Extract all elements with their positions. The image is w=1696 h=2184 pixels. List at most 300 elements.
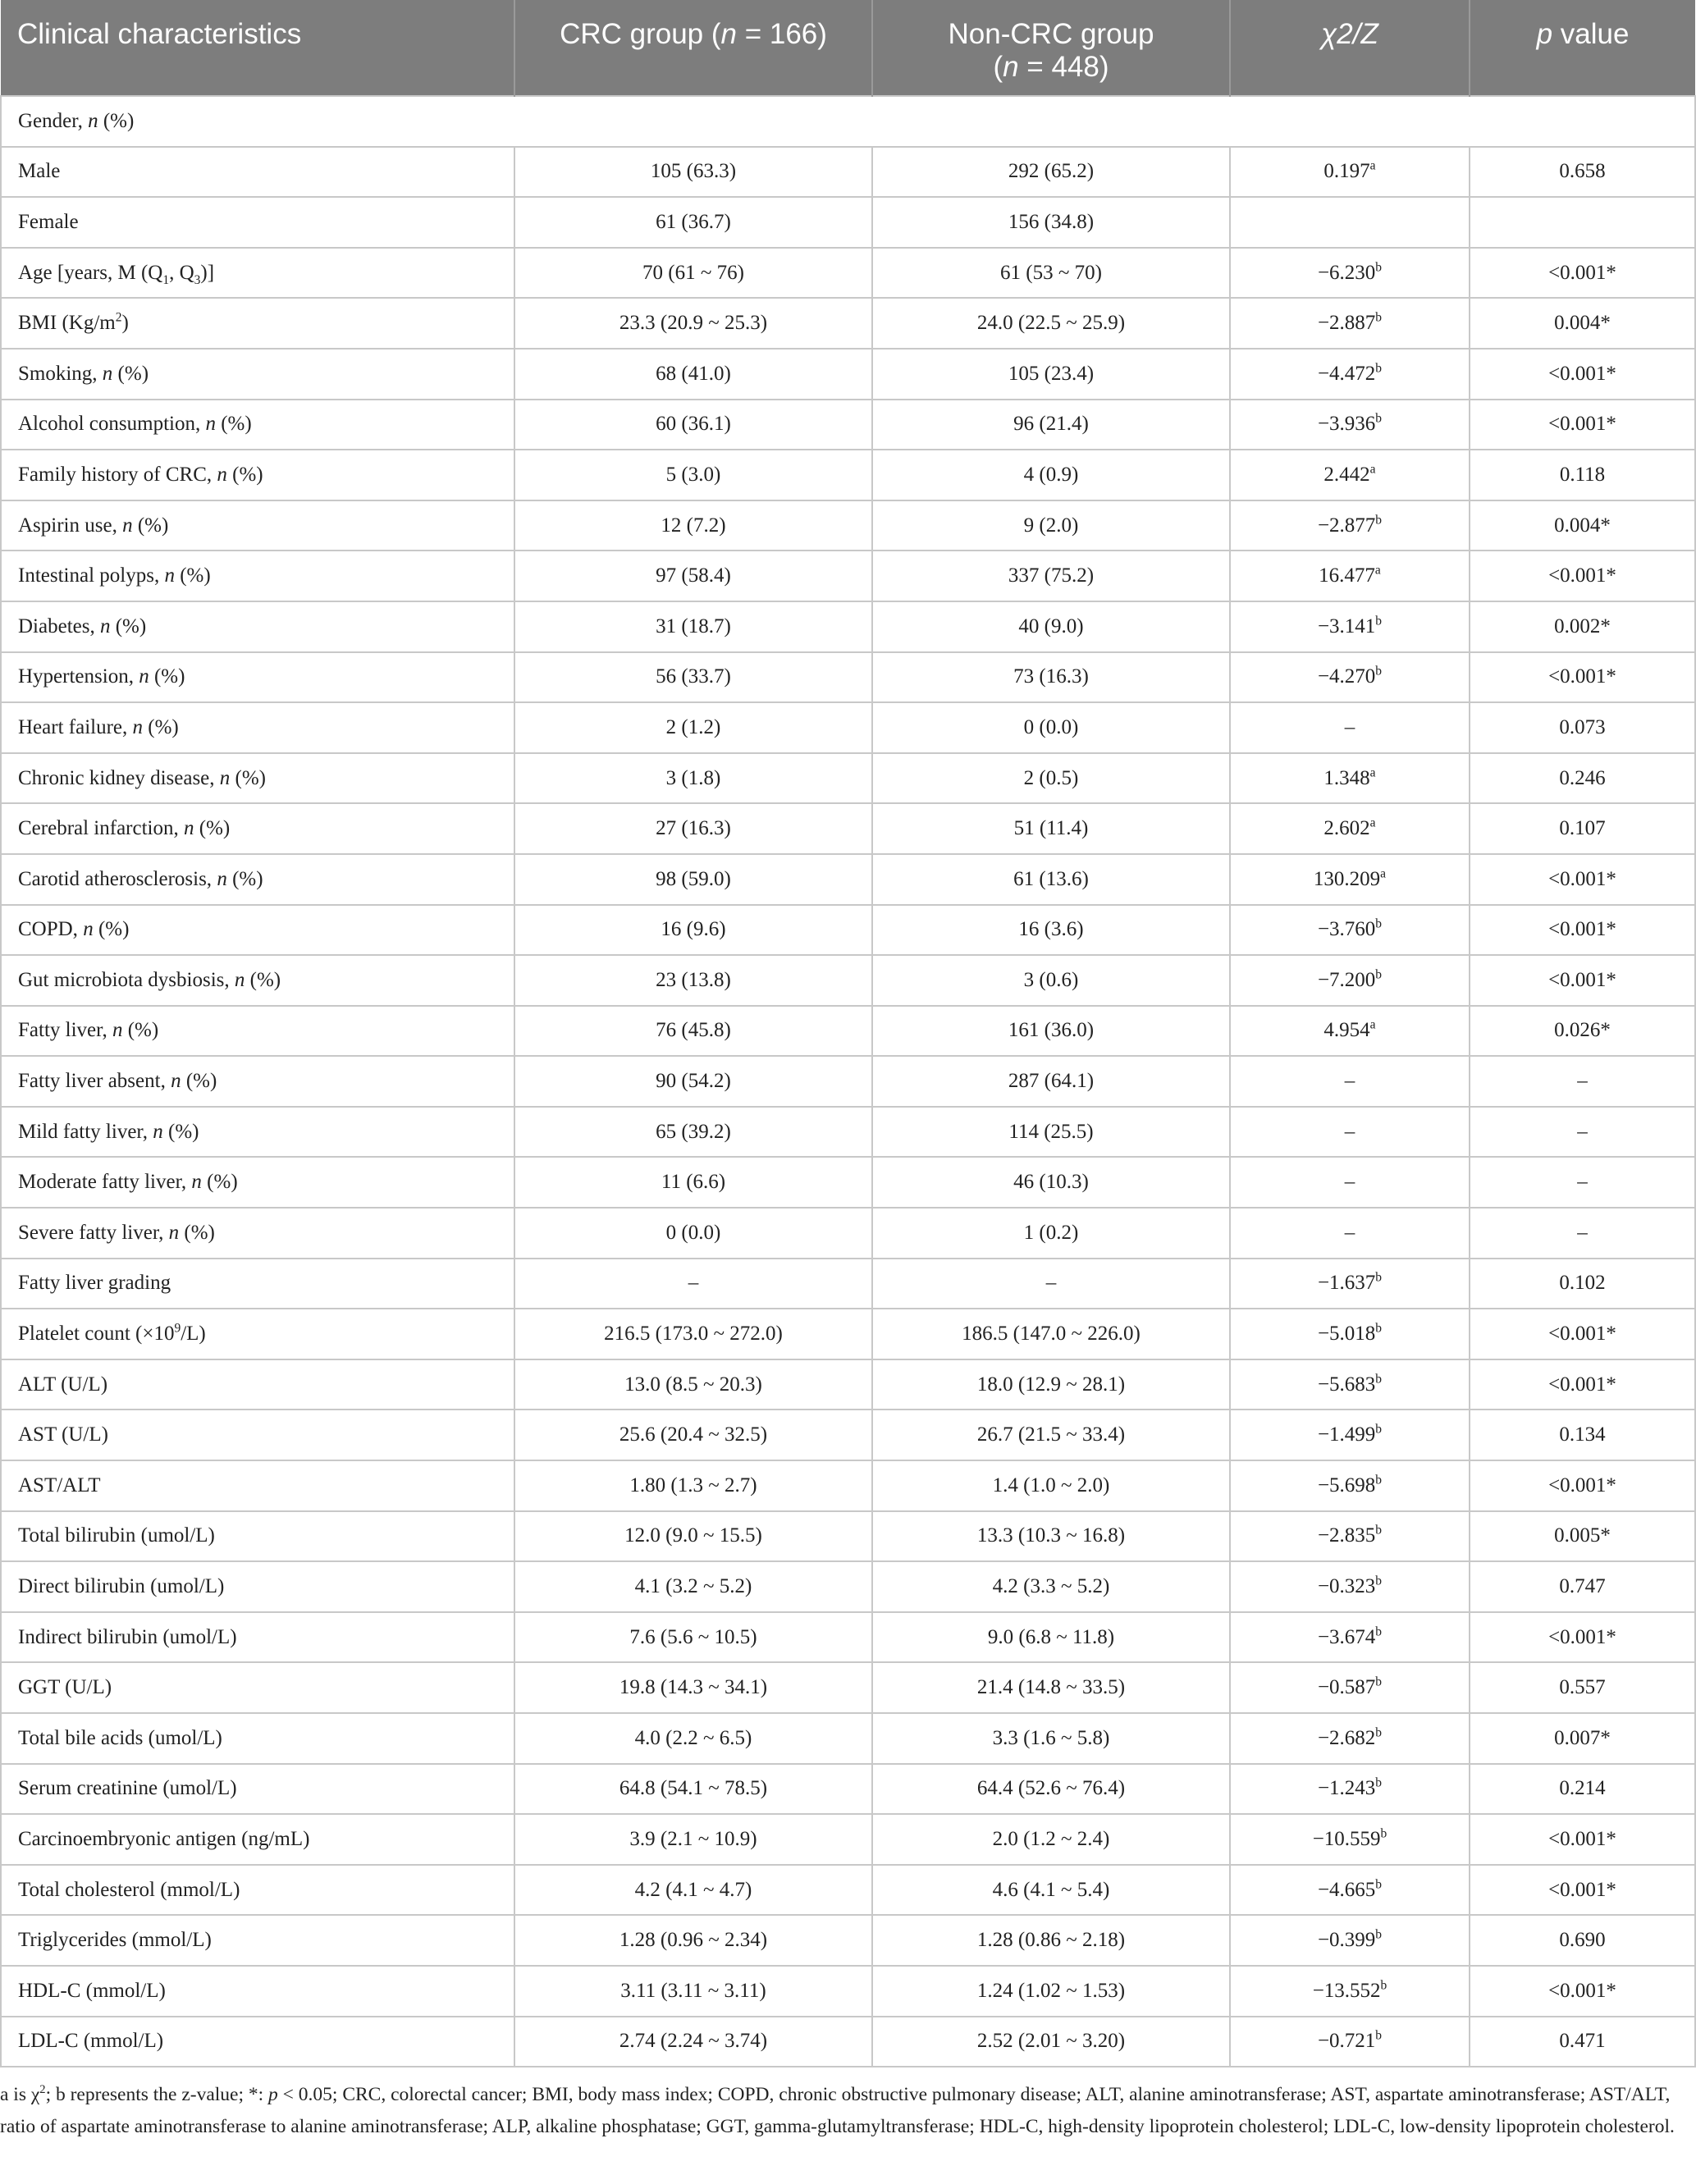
cell-statistic-value: −5.698 [1317,1474,1376,1496]
cell-statistic-footnote-mark: b [1375,1927,1383,1942]
cell-crc: 4.1 (3.2 ~ 5.2) [514,1561,872,1612]
cell-statistic [1230,1511,1470,1562]
row-label-text: Severe fatty liver, [18,1221,169,1244]
cell-statistic-value: −4.270 [1317,665,1376,688]
cell-noncrc: 61 (53 ~ 70) [872,248,1230,299]
cell-statistic [1230,1107,1470,1158]
row-label-superscript: 2 [115,310,122,325]
cell-statistic-value: −13.552 [1312,1979,1381,2002]
cell-noncrc: 1.4 (1.0 ~ 2.0) [872,1460,1230,1511]
footnote-chi-sup: 2 [39,2083,46,2097]
cell-p-value: 0.134 [1470,1410,1695,1460]
cell-statistic-value: −1.499 [1317,1423,1376,1446]
cell-statistic [1230,551,1470,601]
row-label-n: n [205,413,216,436]
cell-statistic-value: 1.348 [1323,766,1370,789]
row-label [1,298,514,349]
cell-statistic-footnote-mark: b [1375,260,1383,275]
cell-crc: 19.8 (14.3 ~ 34.1) [514,1662,872,1713]
cell-statistic-value: −0.721 [1317,2030,1376,2053]
row-label-pct: (%) [194,817,231,840]
cell-p-value: 0.073 [1470,702,1695,753]
cell-statistic [1230,1309,1470,1359]
row-label [1,1309,514,1359]
row-label-n: n [122,514,133,537]
cell-crc: 11 (6.6) [514,1157,872,1208]
table-row [1,197,1695,248]
cell-statistic-footnote-mark: b [1375,412,1383,427]
section-gender-text: Gender, [18,109,89,132]
row-label-n: n [153,1120,163,1143]
table-row [1,400,1695,450]
footnote-part2: ; b represents the z-value; *: [45,2084,269,2105]
cell-statistic [1230,1612,1470,1663]
cell-noncrc: 156 (34.8) [872,197,1230,248]
cell-crc: 12 (7.2) [514,500,872,551]
row-label-text: Serum creatinine (umol/L) [18,1777,237,1800]
cell-noncrc: 287 (64.1) [872,1056,1230,1107]
cell-statistic-value: −0.323 [1317,1575,1376,1598]
cell-statistic [1230,1814,1470,1865]
cell-statistic-footnote-mark: a [1369,1018,1376,1033]
cell-statistic-value: – [1344,1120,1355,1143]
table-row [1,1056,1695,1107]
cell-noncrc: 51 (11.4) [872,803,1230,854]
row-label-text: Moderate fatty liver, [18,1171,192,1194]
header-noncrc-group [872,0,1230,96]
cell-statistic-value: – [1344,1070,1355,1093]
row-label-n: n [217,463,227,486]
cell-statistic [1230,905,1470,956]
row-label [1,1460,514,1511]
cell-crc: 65 (39.2) [514,1107,872,1158]
cell-statistic [1230,1460,1470,1511]
cell-crc: 3.9 (2.1 ~ 10.9) [514,1814,872,1865]
cell-crc: 3 (1.8) [514,753,872,804]
cell-noncrc: 2.52 (2.01 ~ 3.20) [872,2017,1230,2067]
cell-noncrc: 3.3 (1.6 ~ 5.8) [872,1713,1230,1764]
row-label [1,955,514,1006]
footnote-part1: a is χ [0,2084,40,2105]
cell-p-value: – [1470,1157,1695,1208]
cell-p-value: 0.002* [1470,601,1695,652]
cell-statistic [1230,1966,1470,2017]
row-label [1,1612,514,1663]
cell-crc: 13.0 (8.5 ~ 20.3) [514,1359,872,1410]
cell-crc: 60 (36.1) [514,400,872,450]
cell-statistic-value: 4.954 [1323,1019,1370,1042]
cell-p-value: 0.118 [1470,450,1695,500]
cell-statistic-value: 16.477 [1319,564,1375,587]
row-label-text: Cerebral infarction, [18,817,184,840]
row-label-text: Total bile acids (umol/L) [18,1726,222,1749]
row-label [1,1208,514,1259]
cell-p-value: – [1470,1107,1695,1158]
row-label-text: Fatty liver, [18,1019,112,1042]
cell-noncrc: – [872,1259,1230,1309]
cell-noncrc: 24.0 (22.5 ~ 25.9) [872,298,1230,349]
row-label [1,450,514,500]
cell-statistic [1230,450,1470,500]
cell-statistic [1230,349,1470,400]
row-label [1,197,514,248]
row-label [1,1966,514,2017]
cell-statistic-footnote-mark: a [1380,866,1387,881]
cell-noncrc: 73 (16.3) [872,652,1230,703]
cell-statistic-footnote-mark: b [1375,967,1383,982]
cell-noncrc: 337 (75.2) [872,551,1230,601]
section-gender-label [1,96,1695,147]
cell-p-value: 0.107 [1470,803,1695,854]
cell-noncrc: 9.0 (6.8 ~ 11.8) [872,1612,1230,1663]
cell-crc: 25.6 (20.4 ~ 32.5) [514,1410,872,1460]
row-label-pct: (%) [181,1070,217,1093]
cell-p-value: <0.001* [1470,854,1695,905]
row-label [1,1814,514,1865]
table-row [1,2017,1695,2067]
row-label-pct: (%) [149,665,185,688]
row-label [1,248,514,299]
cell-statistic-value: 2.442 [1323,463,1370,486]
row-label-text: Direct bilirubin (umol/L) [18,1575,225,1598]
row-label [1,652,514,703]
cell-p-value: 0.747 [1470,1561,1695,1612]
row-label-pct: (%) [201,1171,238,1194]
cell-noncrc: 4.6 (4.1 ~ 5.4) [872,1865,1230,1916]
cell-crc: 31 (18.7) [514,601,872,652]
table-row [1,652,1695,703]
cell-p-value: <0.001* [1470,349,1695,400]
cell-statistic [1230,1764,1470,1815]
row-label [1,1157,514,1208]
cell-statistic-value: −3.141 [1317,615,1376,637]
table-row [1,248,1695,299]
row-label-subscript: 3 [194,272,201,287]
cell-statistic-footnote-mark: b [1375,614,1383,628]
cell-statistic-footnote-mark: a [1374,563,1381,578]
cell-p-value [1470,197,1695,248]
header-characteristics-text: Clinical characteristics [17,18,302,50]
row-label-text: Smoking, [18,362,103,385]
cell-statistic [1230,854,1470,905]
row-label [1,1915,514,1966]
cell-statistic-value: −1.243 [1317,1777,1376,1800]
table-row [1,1208,1695,1259]
table-header [1,0,1695,96]
cell-p-value: 0.005* [1470,1511,1695,1562]
row-label-text: Intestinal polyps, [18,564,165,587]
cell-statistic-value: – [1344,1221,1355,1244]
cell-statistic-footnote-mark: b [1375,1725,1383,1740]
cell-noncrc: 4.2 (3.3 ~ 5.2) [872,1561,1230,1612]
table-row [1,450,1695,500]
row-label [1,1662,514,1713]
cell-crc: 7.6 (5.6 ~ 10.5) [514,1612,872,1663]
row-label [1,1713,514,1764]
row-label-pct: (%) [112,362,149,385]
cell-p-value: <0.001* [1470,400,1695,450]
header-characteristics [1,0,514,96]
table-row [1,753,1695,804]
header-noncrc-n: n [1003,51,1019,83]
header-crc-group [514,0,872,96]
cell-statistic [1230,1713,1470,1764]
cell-crc: 90 (54.2) [514,1056,872,1107]
table-row [1,1865,1695,1916]
cell-crc: 0 (0.0) [514,1208,872,1259]
cell-statistic-footnote-mark: b [1375,916,1383,931]
row-label-text: Platelet count (×10 [18,1323,175,1346]
row-label [1,2017,514,2067]
cell-statistic-value: −2.835 [1317,1524,1376,1547]
cell-statistic [1230,753,1470,804]
cell-statistic [1230,955,1470,1006]
header-statistic [1230,0,1470,96]
table-row [1,803,1695,854]
table-row [1,702,1695,753]
cell-p-value: <0.001* [1470,1359,1695,1410]
cell-crc: 76 (45.8) [514,1006,872,1057]
cell-noncrc: 161 (36.0) [872,1006,1230,1057]
cell-p-value: <0.001* [1470,1612,1695,1663]
cell-p-value: <0.001* [1470,1309,1695,1359]
cell-p-value: 0.471 [1470,2017,1695,2067]
row-label-text: Total cholesterol (mmol/L) [18,1878,240,1901]
row-label-pct: (%) [122,1019,159,1042]
cell-crc: 12.0 (9.0 ~ 15.5) [514,1511,872,1562]
cell-noncrc: 1 (0.2) [872,1208,1230,1259]
row-label-pct: (%) [132,514,169,537]
table-row [1,1662,1695,1713]
row-label-text: HDL-C (mmol/L) [18,1979,166,2002]
cell-statistic-value: −0.399 [1317,1929,1376,1952]
row-label-pct: (%) [230,766,267,789]
cell-crc: 1.80 (1.3 ~ 2.7) [514,1460,872,1511]
cell-crc: 1.28 (0.96 ~ 2.34) [514,1915,872,1966]
cell-statistic-footnote-mark: b [1375,310,1383,325]
row-label-mid: , Q [169,261,194,284]
cell-statistic-footnote-mark: b [1375,361,1383,376]
header-p-value [1470,0,1695,96]
cell-statistic-value: −2.877 [1317,514,1376,537]
cell-noncrc: 0 (0.0) [872,702,1230,753]
cell-noncrc: 96 (21.4) [872,400,1230,450]
cell-noncrc: 2 (0.5) [872,753,1230,804]
row-label [1,1410,514,1460]
cell-statistic-value: – [1344,1171,1355,1194]
table-row [1,349,1695,400]
cell-statistic [1230,248,1470,299]
cell-p-value: 0.004* [1470,298,1695,349]
cell-statistic-value: −5.683 [1317,1373,1376,1396]
row-label-subscript: 1 [162,272,170,287]
section-gender-suffix: (%) [98,109,135,132]
cell-p-value: 0.007* [1470,1713,1695,1764]
cell-noncrc: 46 (10.3) [872,1157,1230,1208]
table-row [1,905,1695,956]
cell-statistic [1230,1915,1470,1966]
row-label [1,1359,514,1410]
row-label-pct: (%) [226,867,263,890]
cell-p-value: 0.026* [1470,1006,1695,1057]
cell-statistic [1230,400,1470,450]
row-label-n: n [112,1019,123,1042]
table-row [1,1107,1695,1158]
cell-crc: 56 (33.7) [514,652,872,703]
row-label-pct: (%) [143,715,179,738]
cell-statistic-value: −10.559 [1312,1827,1381,1850]
cell-statistic-value: −7.200 [1317,968,1376,991]
table-row [1,601,1695,652]
row-label [1,803,514,854]
row-label [1,1056,514,1107]
cell-statistic-value: −4.472 [1317,362,1376,385]
cell-p-value: <0.001* [1470,1460,1695,1511]
cell-statistic-value: 0.197 [1323,160,1370,183]
row-label-text: Carotid atherosclerosis, [18,867,217,890]
row-label-text: Age [years, M (Q [18,261,163,284]
cell-crc: 97 (58.4) [514,551,872,601]
cell-noncrc: 2.0 (1.2 ~ 2.4) [872,1814,1230,1865]
section-gender-n: n [88,109,98,132]
table-row [1,955,1695,1006]
cell-statistic-footnote-mark: b [1375,1776,1383,1791]
row-label-text: Indirect bilirubin (umol/L) [18,1625,237,1648]
row-label-text: COPD, [18,918,84,941]
cell-statistic-footnote-mark: b [1375,1321,1383,1336]
cell-statistic-footnote-mark: b [1375,1271,1383,1286]
row-label-text: ALT (U/L) [18,1373,108,1396]
row-label-text: Aspirin use, [18,514,123,537]
row-label [1,1107,514,1158]
row-label-text: Male [18,160,61,183]
row-label [1,400,514,450]
row-label-n: n [219,766,231,789]
header-noncrc-line1: Non-CRC group [948,18,1154,50]
row-label-n: n [83,918,94,941]
row-label-text: AST (U/L) [18,1423,108,1446]
cell-noncrc: 105 (23.4) [872,349,1230,400]
table-footnote [0,2079,1682,2143]
row-label [1,702,514,753]
row-label [1,601,514,652]
cell-statistic-footnote-mark: b [1375,1422,1383,1437]
row-label-text: Mild fatty liver, [18,1120,153,1143]
cell-p-value: – [1470,1056,1695,1107]
row-label-text: AST/ALT [18,1474,101,1496]
row-label-n: n [139,665,149,688]
row-label-end: )] [200,261,215,284]
cell-statistic [1230,500,1470,551]
cell-statistic-value: −3.760 [1317,918,1376,941]
cell-statistic-footnote-mark: b [1375,513,1383,528]
cell-statistic [1230,2017,1470,2067]
cell-noncrc: 9 (2.0) [872,500,1230,551]
row-label-end: ) [121,312,129,335]
row-label-pct: (%) [179,1221,215,1244]
cell-crc: 61 (36.7) [514,197,872,248]
row-label-text: Hypertension, [18,665,139,688]
table-row [1,1157,1695,1208]
cell-statistic [1230,1662,1470,1713]
row-label [1,500,514,551]
cell-p-value: <0.001* [1470,1966,1695,2017]
cell-statistic-footnote-mark: b [1375,1574,1383,1588]
table-row [1,1561,1695,1612]
table-row [1,551,1695,601]
row-label-n: n [217,867,227,890]
cell-noncrc: 64.4 (52.6 ~ 76.4) [872,1764,1230,1815]
cell-statistic-value: −1.637 [1317,1272,1376,1295]
table-row [1,500,1695,551]
cell-crc: 5 (3.0) [514,450,872,500]
row-label-n: n [191,1171,202,1194]
cell-p-value: <0.001* [1470,955,1695,1006]
cell-statistic [1230,652,1470,703]
table-row [1,1713,1695,1764]
cell-crc: 105 (63.3) [514,147,872,198]
cell-statistic-footnote-mark: b [1380,1826,1387,1841]
row-label [1,1764,514,1815]
row-label-n: n [234,968,245,991]
row-label [1,1006,514,1057]
row-label-pct: (%) [162,1120,199,1143]
row-label-n: n [171,1070,181,1093]
cell-statistic [1230,1561,1470,1612]
row-label [1,147,514,198]
cell-p-value: 0.214 [1470,1764,1695,1815]
cell-statistic-footnote-mark: b [1375,1473,1383,1487]
cell-noncrc: 1.28 (0.86 ~ 2.18) [872,1915,1230,1966]
section-row-gender [1,96,1695,147]
cell-statistic [1230,803,1470,854]
table-row [1,1612,1695,1663]
table-row [1,1511,1695,1562]
cell-p-value: 0.102 [1470,1259,1695,1309]
row-label-text: Fatty liver absent, [18,1070,171,1093]
cell-statistic [1230,1865,1470,1916]
cell-statistic-footnote-mark: b [1375,1877,1383,1892]
header-p-rest: value [1552,18,1630,50]
table-row [1,1259,1695,1309]
cell-statistic-footnote-mark: a [1369,159,1376,174]
cell-statistic-value: −5.018 [1317,1323,1376,1346]
header-noncrc-open: ( [993,51,1003,83]
cell-p-value: <0.001* [1470,551,1695,601]
cell-statistic-footnote-mark: b [1380,1978,1387,1993]
row-label-text: Diabetes, [18,615,100,637]
cell-statistic-value: −0.587 [1317,1676,1376,1699]
row-label-end: /L) [181,1323,206,1346]
cell-noncrc: 4 (0.9) [872,450,1230,500]
row-label-text: Alcohol consumption, [18,413,206,436]
cell-p-value: 0.658 [1470,147,1695,198]
header-crc-n-value: = 166) [736,18,827,50]
row-label [1,349,514,400]
row-label-text: Total bilirubin (umol/L) [18,1524,215,1547]
row-label-text: Chronic kidney disease, [18,766,220,789]
cell-noncrc: 26.7 (21.5 ~ 33.4) [872,1410,1230,1460]
header-crc-prefix: CRC group ( [560,18,721,50]
cell-noncrc: 186.5 (147.0 ~ 226.0) [872,1309,1230,1359]
table-row [1,854,1695,905]
cell-p-value: – [1470,1208,1695,1259]
cell-crc: 2 (1.2) [514,702,872,753]
cell-crc: 27 (16.3) [514,803,872,854]
cell-statistic-footnote-mark: a [1369,816,1376,830]
cell-crc: 64.8 (54.1 ~ 78.5) [514,1764,872,1815]
cell-crc: 23 (13.8) [514,955,872,1006]
